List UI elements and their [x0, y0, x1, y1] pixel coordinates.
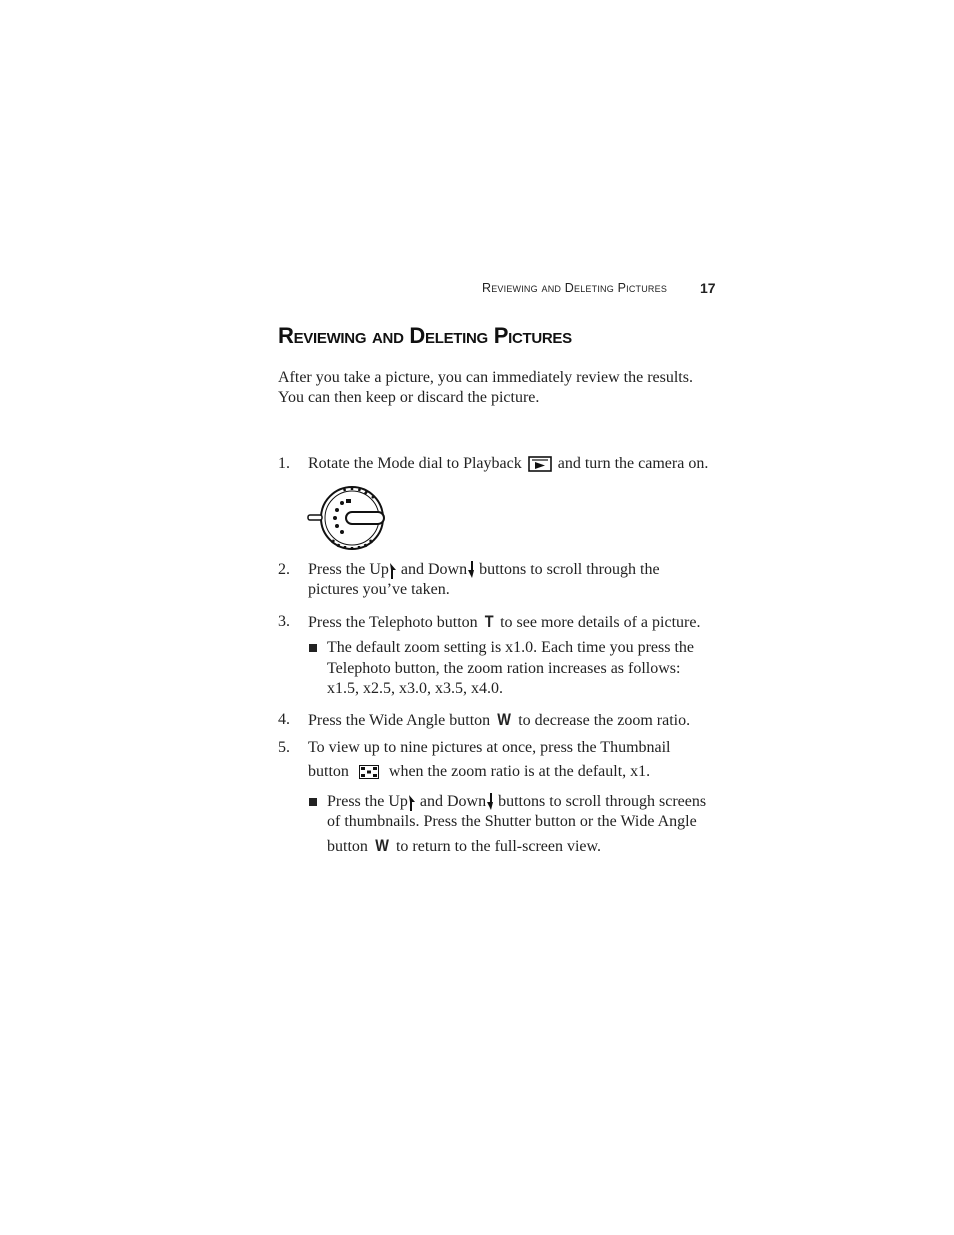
step-5-line-2: [308, 762, 650, 782]
step-1-text-after: and turn the camera on.: [557, 455, 709, 472]
step-1-text-before: Rotate the Mode dial to Playback: [308, 455, 522, 472]
running-header: [482, 281, 667, 295]
running-header-title: Reviewing and Deleting Pictures: [482, 281, 668, 295]
page-number: 17: [700, 280, 716, 296]
step-5-bullet-text-a: Press the Up: [327, 793, 408, 810]
down-arrow-icon: [467, 560, 475, 580]
step-3-text-after: to see more details of a picture.: [500, 614, 701, 631]
step-2-text: [308, 560, 660, 580]
step-2-line-2: pictures you’ve taken.: [308, 581, 450, 598]
step-2-text-a: Press the Up: [308, 561, 389, 578]
step-4-text: [308, 710, 690, 731]
step-5-bullet-text-b: and Down: [419, 793, 487, 810]
step-5-bullet-line-3-before: button: [327, 838, 368, 855]
step-5-line-2-after: when the zoom ratio is at the default, x1.: [388, 763, 651, 780]
step-3-text-before: Press the Telephoto button: [308, 614, 478, 631]
section-title: Reviewing and Deleting Pictures: [278, 323, 572, 348]
step-number: 3.: [278, 613, 290, 630]
step-3-bullet-line-2: Telephoto button, the zoom ration increases as follows:: [327, 660, 681, 677]
step-5-bullet-line-1: [327, 792, 706, 812]
step-number: 4.: [278, 711, 290, 728]
step-2-text-b: and Down: [400, 561, 468, 578]
intro-line-1: After you take a picture, you can immediately review the results.: [278, 369, 693, 386]
step-4-text-after: to decrease the zoom ratio.: [518, 712, 691, 729]
wide-angle-key-icon: W: [375, 836, 389, 855]
thumbnail-icon: [359, 765, 379, 779]
step-number: 2.: [278, 561, 290, 578]
telephoto-key-icon: T: [484, 612, 494, 631]
step-5-line-2-before: button: [308, 763, 349, 780]
down-arrow-icon: [486, 792, 494, 812]
step-3-bullet-line-1: The default zoom setting is x1.0. Each time you press the: [327, 639, 695, 656]
step-5-bullet-line-3: [327, 836, 601, 857]
step-1-text: [308, 454, 708, 474]
step-3-bullet-line-3: x1.5, x2.5, x3.0, x3.5, x4.0.: [327, 680, 503, 697]
step-number: 1.: [278, 455, 290, 472]
playback-icon: [528, 456, 552, 472]
step-2-text-c: buttons to scroll through the: [479, 561, 660, 578]
step-5-line-1: To view up to nine pictures at once, press the Thumbnail: [308, 739, 671, 756]
intro-line-2: You can then keep or discard the picture.: [278, 389, 540, 406]
mode-dial-illustration: [306, 485, 388, 553]
step-5-bullet-line-3-after: to return to the full-screen view.: [395, 838, 602, 855]
up-arrow-icon: [389, 560, 397, 580]
step-4-text-before: Press the Wide Angle button: [308, 712, 491, 729]
step-5-bullet-line-2: of thumbnails. Press the Shutter button or the Wide Angle: [327, 813, 697, 830]
bullet-marker: [309, 798, 317, 806]
step-5-bullet-text-c: buttons to scroll through screens: [498, 793, 707, 810]
up-arrow-icon: [408, 792, 416, 812]
step-number: 5.: [278, 739, 290, 756]
bullet-marker: [309, 644, 317, 652]
wide-angle-key-icon: W: [497, 710, 511, 729]
step-3-text: [308, 612, 700, 633]
